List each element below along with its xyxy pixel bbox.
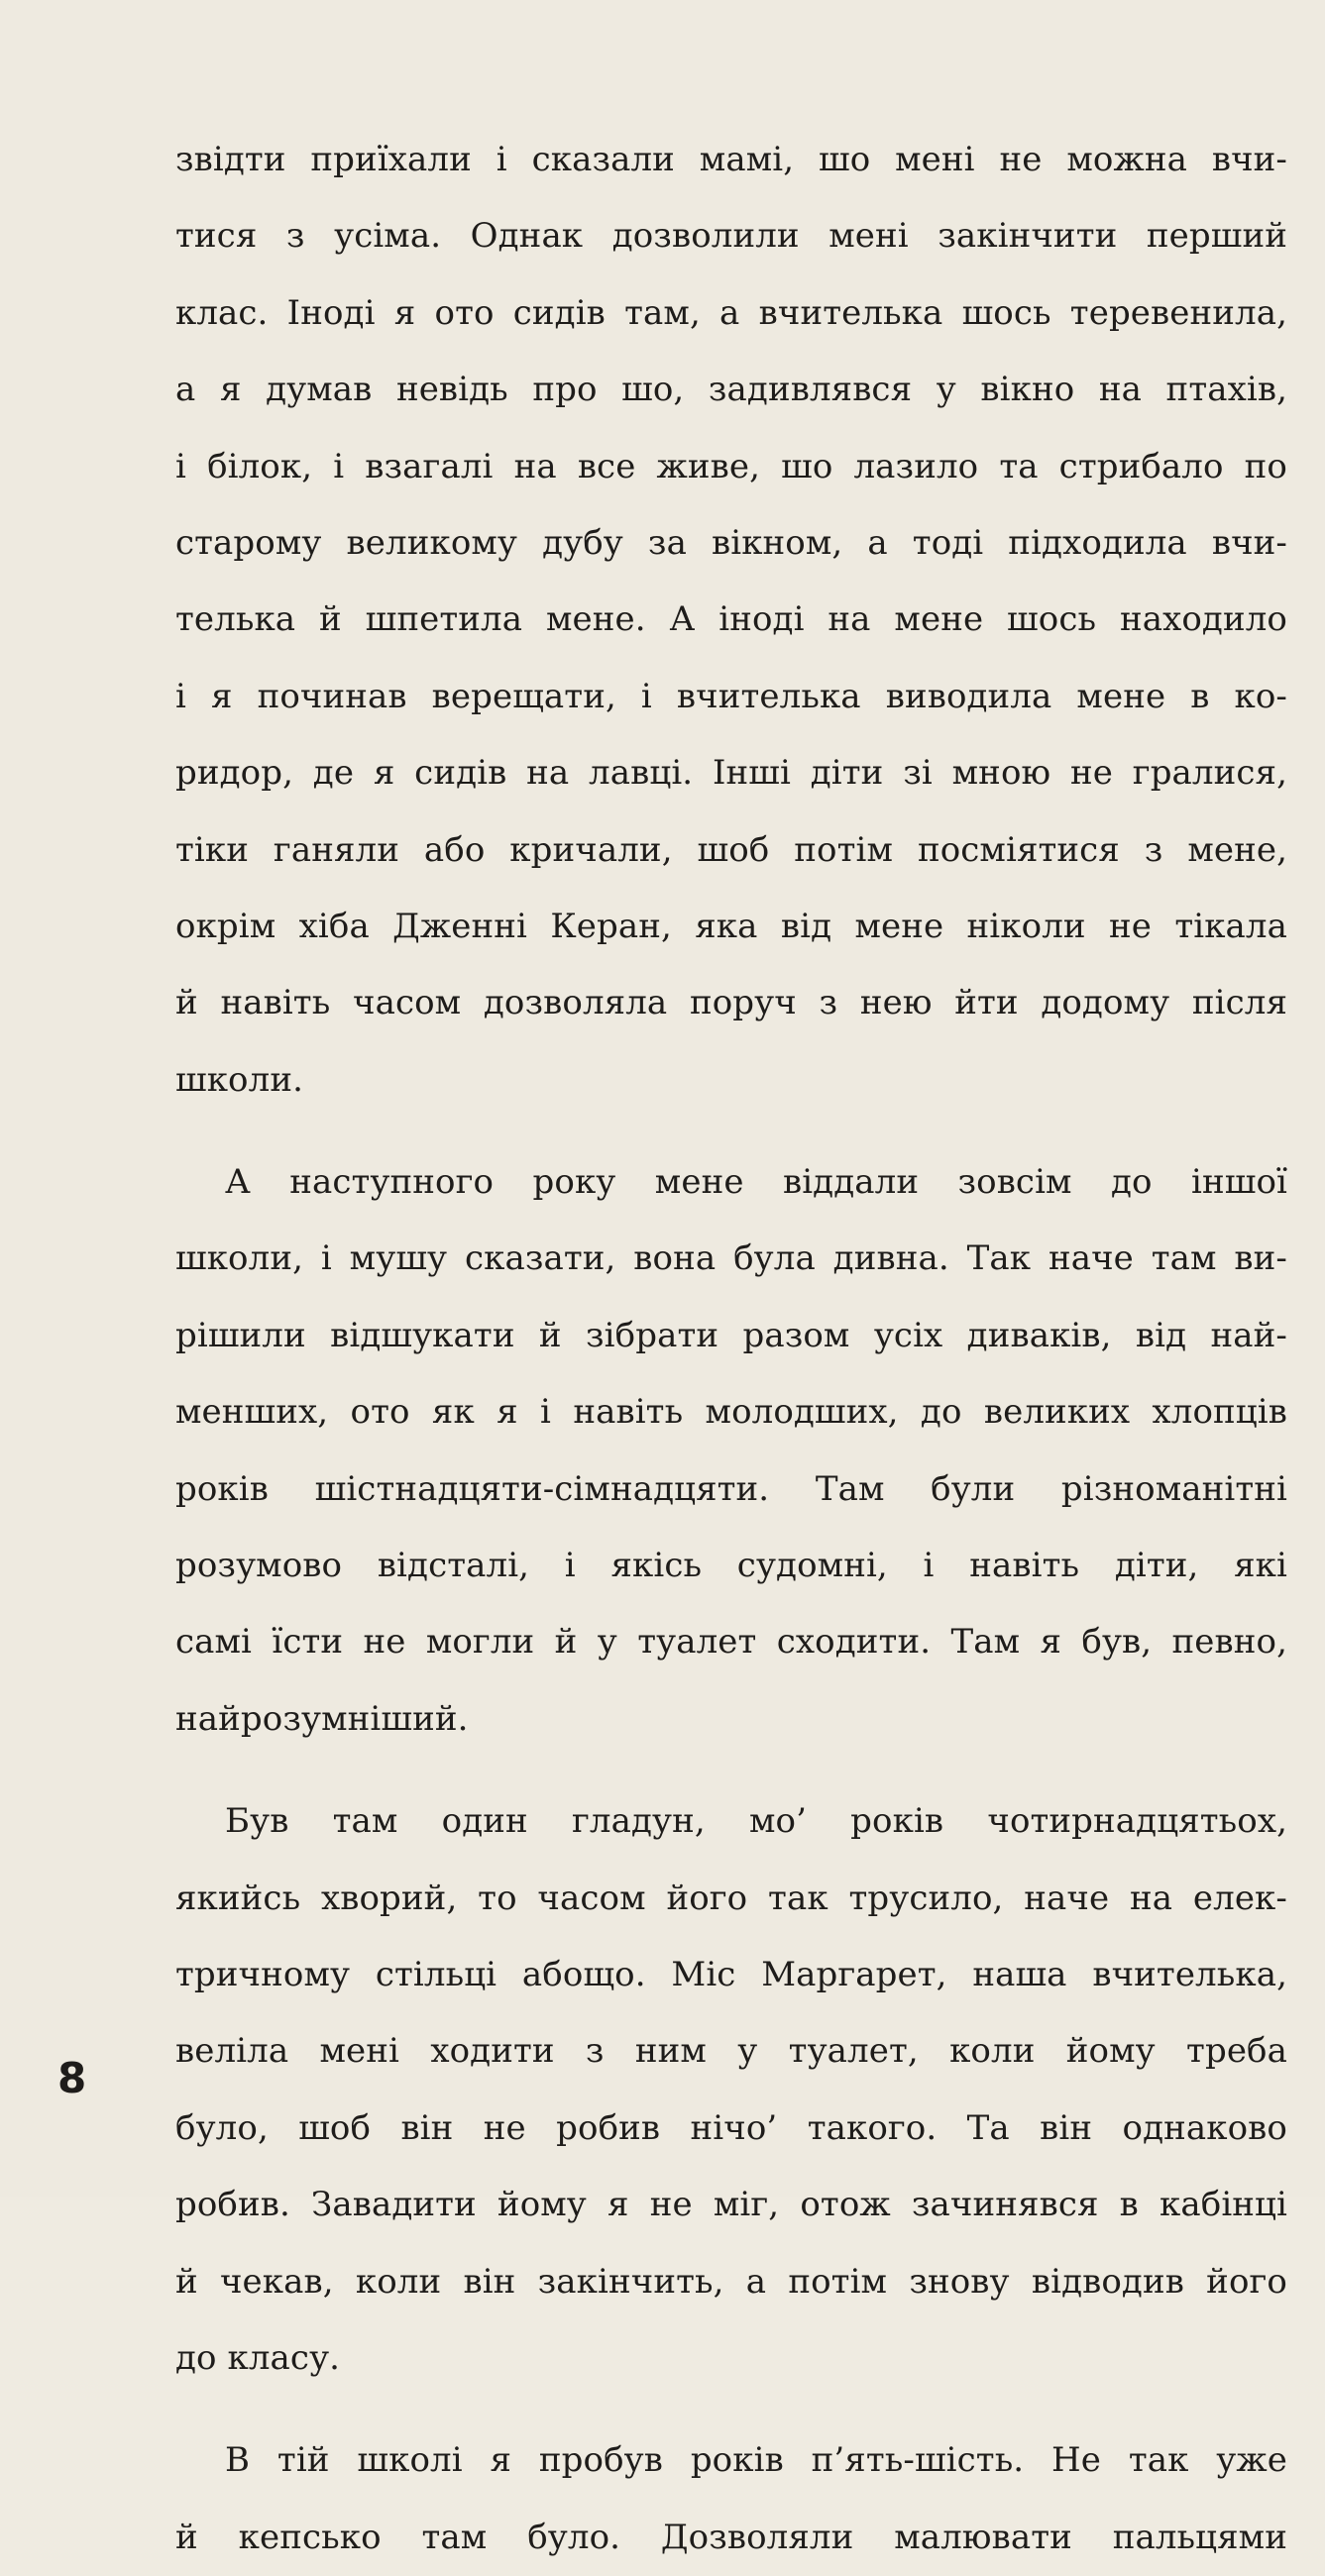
page-number: 8: [57, 2054, 87, 2102]
text-line: самі їсти не могли й у туалет сходити. Там я був, певно,: [175, 1622, 1287, 1663]
text-line: школи.: [175, 1059, 303, 1100]
text-line: рішили відшукати й зібрати разом усіх диваків, від най-: [175, 1315, 1287, 1355]
text-line: і я починав верещати, і вчителька виводила мене в ко-: [175, 676, 1287, 716]
text-line: тричному стільці абощо. Міс Маргарет, наша вчителька,: [175, 1954, 1287, 1994]
text-line: школи, і мушу сказати, вона була дивна. Так наче там ви-: [175, 1238, 1287, 1279]
text-line: й чекав, коли він закінчить, а потім знову відводив його: [175, 2261, 1287, 2302]
text-line: клас. Іноді я ото сидів там, а вчителька шось теревенила,: [175, 292, 1287, 333]
text-line: розумово відсталі, і якісь судомні, і навіть діти, які: [175, 1546, 1287, 1586]
text-line: В тій школі я пробув років п’ять-шість. Не так уже: [225, 2440, 1287, 2481]
text-line: Був там один гладун, мо’ років чотирнадцятьох,: [225, 1801, 1287, 1842]
paragraph: [175, 1144, 1287, 1758]
text-line: старому великому дубу за вікном, а тоді підходила вчи-: [175, 522, 1287, 563]
paragraph-gap: [175, 1119, 1287, 1144]
body-text: [175, 122, 1287, 2576]
text-line: й навіть часом дозволяла поруч з нею йти додому після: [175, 983, 1287, 1023]
text-line: якийсь хворий, то часом його так трусило, наче на елек-: [175, 1878, 1287, 1918]
text-line: веліла мені ходити з ним у туалет, коли йому треба: [175, 2031, 1287, 2072]
text-line: окрім хіба Дженні Керан, яка від мене ніколи не тікала: [175, 906, 1287, 946]
text-line: до класу.: [175, 2337, 341, 2378]
text-line: А наступного року мене віддали зовсім до іншої: [225, 1162, 1287, 1203]
text-line: років шістнадцяти-сімнадцяти. Там були різноманітні: [175, 1468, 1287, 1509]
text-line: менших, ото як я і навіть молодших, до великих хлопців: [175, 1392, 1287, 1433]
text-line: а я думав невідь про шо, задивлявся у вікно на птахів,: [175, 370, 1287, 410]
paragraph-gap: [175, 1758, 1287, 1783]
text-line: робив. Завадити йому я не міг, отож зачинявся в кабінці: [175, 2185, 1287, 2225]
text-line: і білок, і взагалі на все живе, шо лазило та стрибало по: [175, 446, 1287, 486]
paragraph: [175, 122, 1287, 1119]
text-line: й кепсько там було. Дозволяли малювати пальцями: [175, 2517, 1287, 2557]
text-line: ридор, де я сидів на лавці. Інші діти зі мною не гралися,: [175, 753, 1287, 794]
text-line: звідти приїхали і сказали мамі, шо мені не можна вчи-: [175, 140, 1287, 179]
paragraph-gap: [175, 2397, 1287, 2422]
paragraph: [175, 2422, 1287, 2576]
text-line: телька й шпетила мене. А іноді на мене шось находило: [175, 599, 1287, 640]
text-line: тіки ганяли або кричали, шоб потім посміятися з мене,: [175, 829, 1287, 870]
text-line: найрозумніший.: [175, 1698, 469, 1739]
text-line: було, шоб він не робив нічо’ такого. Та він однаково: [175, 2107, 1287, 2148]
paragraph: [175, 1783, 1287, 2397]
text-line: тися з усіма. Однак дозволили мені закінчити перший: [175, 216, 1287, 257]
